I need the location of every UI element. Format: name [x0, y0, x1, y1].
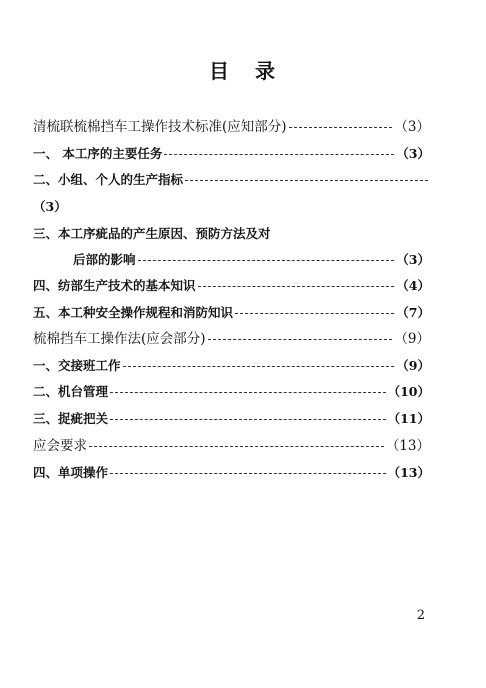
toc-entry-production-targets[interactable]: [33, 166, 430, 188]
toc-page-ref: （9）: [396, 358, 430, 373]
title-char-2: 录: [255, 59, 277, 83]
toc-leader: [110, 419, 386, 420]
toc-leader: [89, 446, 384, 447]
toc-entry-defects-cont[interactable]: [73, 246, 430, 268]
toc-entry-defect-check[interactable]: [33, 405, 430, 427]
page-title: [0, 55, 486, 84]
toc-entry-standard[interactable]: [33, 113, 430, 135]
toc-entry-text: 三、捉疵把关: [33, 411, 109, 426]
title-char-1: 目: [209, 59, 231, 83]
toc-entry-text: 四、纺部生产技术的基本知识: [33, 278, 196, 293]
toc-leader: [185, 180, 428, 181]
toc-page-ref: （10）: [387, 384, 430, 399]
toc-leader: [208, 339, 393, 340]
toc-entry-requirements[interactable]: [33, 432, 430, 454]
toc-entry-text: 三、本工序疵品的产生原因、预防方法及对: [33, 226, 271, 241]
toc-leader: [110, 473, 386, 474]
toc-page-ref: （11）: [387, 411, 430, 426]
toc-page-ref: （13）: [385, 438, 430, 454]
toc-entry-machine-management[interactable]: [33, 378, 430, 400]
toc-leader: [235, 313, 394, 314]
toc-page-ref: （13）: [387, 465, 430, 480]
toc-entry-text: 二、小组、个人的生产指标: [33, 172, 184, 187]
toc-page-ref: （3）: [394, 119, 430, 135]
toc-leader: [123, 366, 395, 367]
toc-entry-shift-handover[interactable]: [33, 352, 430, 374]
toc-entry-single-operation[interactable]: [33, 459, 430, 481]
toc-entry-text: 二、机台管理: [33, 384, 109, 399]
toc-page-ref: （3）: [396, 252, 430, 267]
toc-entry-main-tasks[interactable]: [33, 140, 430, 162]
toc-entry-defects[interactable]: [33, 220, 430, 242]
toc-entry-safety[interactable]: [33, 299, 430, 321]
toc-entry-operation-method[interactable]: [33, 325, 430, 347]
toc-entry-text: 清梳联梳棉挡车工操作技术标准(应知部分): [33, 119, 287, 135]
toc-entry-text: 一、交接班工作: [33, 358, 121, 373]
toc-entry-production-targets-page[interactable]: [33, 193, 430, 215]
toc-entry-spinning-knowledge[interactable]: [33, 272, 430, 294]
toc-entry-text: 四、单项操作: [33, 465, 109, 480]
toc-entry-text: 一、 本工序的主要任务: [33, 146, 163, 161]
toc-leader: [198, 286, 395, 287]
toc-leader: [138, 260, 395, 261]
toc-entry-text: 后部的影响: [73, 252, 136, 267]
toc-entry-text: 梳棉挡车工操作法(应会部分): [33, 331, 206, 347]
toc-leader: [110, 392, 386, 393]
toc-page-ref: （7）: [396, 305, 430, 320]
toc-page-ref: （9）: [394, 331, 430, 347]
toc-entry-text: 应会要求: [33, 438, 87, 454]
page-number: 2: [416, 608, 425, 623]
toc-page-ref: （3）: [396, 146, 430, 161]
toc-leader: [289, 127, 393, 128]
toc-page-ref: （4）: [396, 278, 430, 293]
toc-leader: [164, 154, 394, 155]
toc-entry-text: 五、本工种安全操作规程和消防知识: [33, 305, 234, 320]
toc-page-ref: （3）: [33, 199, 67, 214]
